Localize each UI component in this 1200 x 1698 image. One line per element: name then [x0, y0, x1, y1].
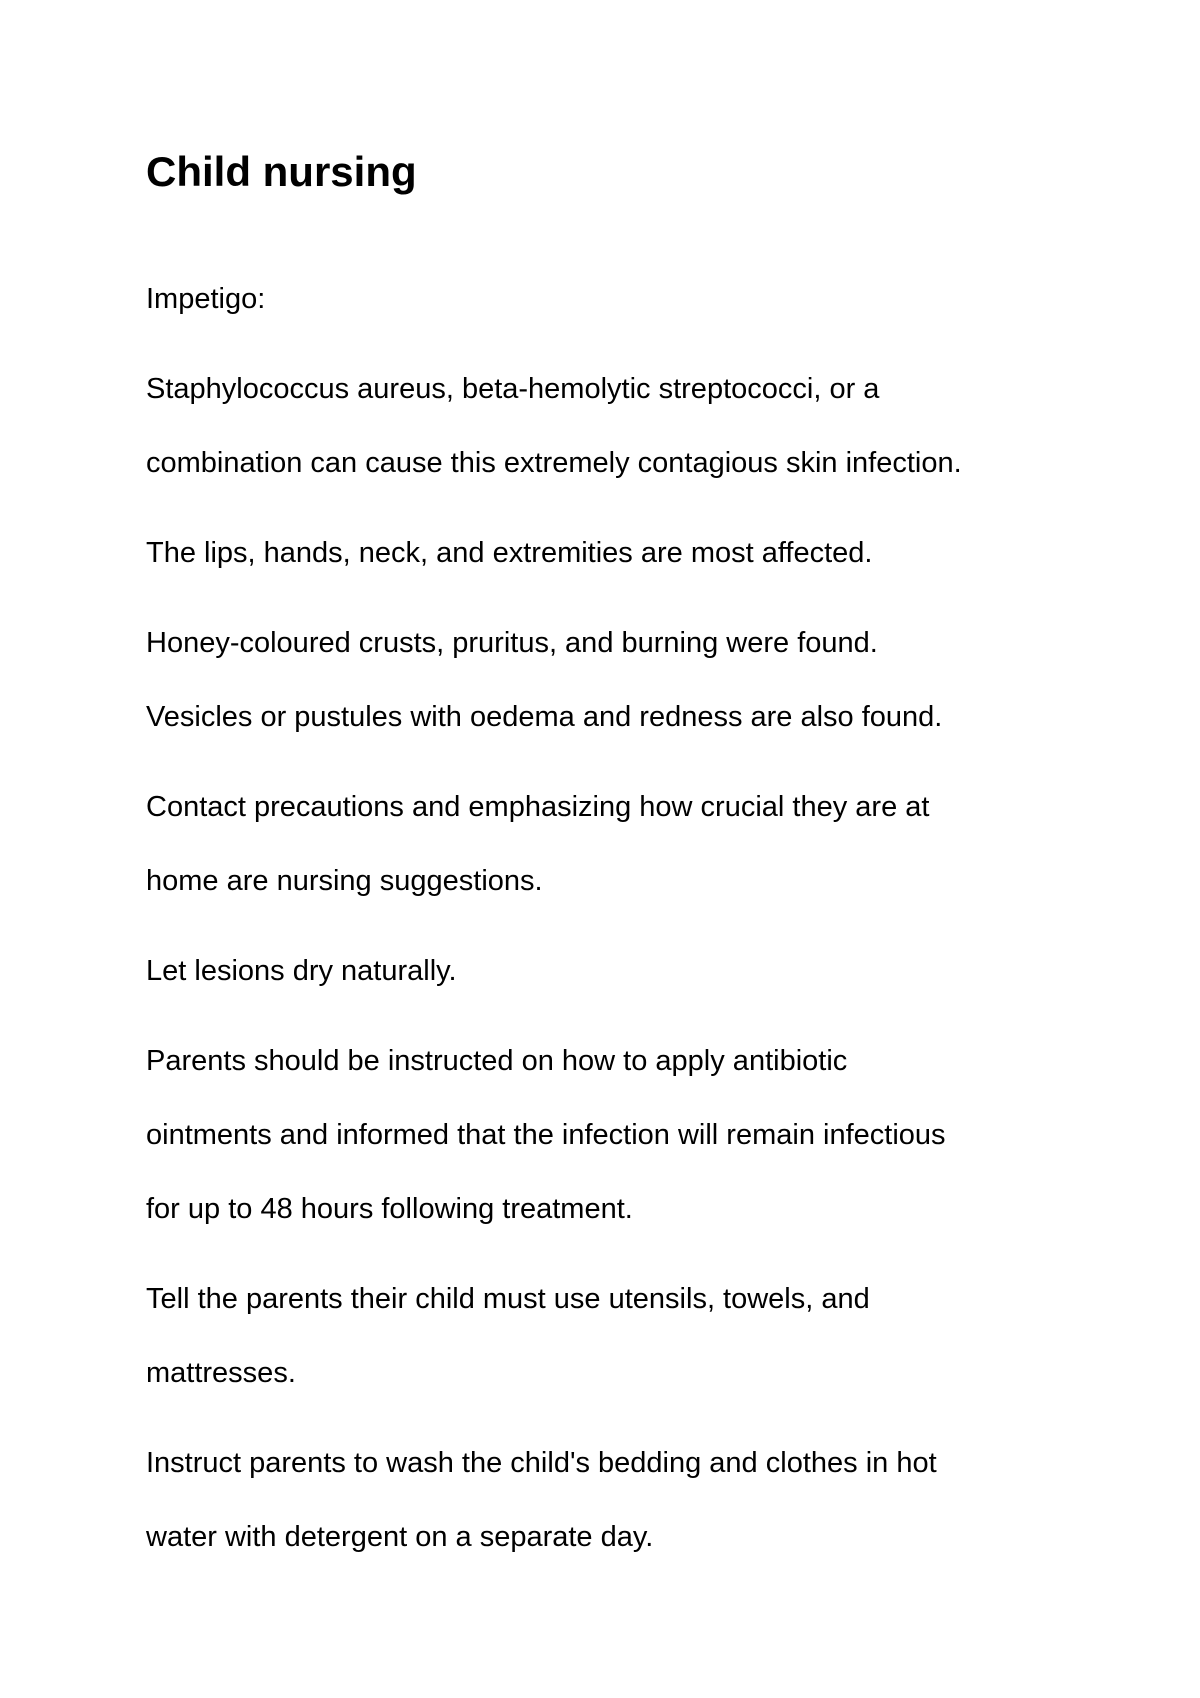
text-line: Let lesions dry naturally.: [146, 955, 457, 987]
document-title: Child nursing: [146, 148, 417, 195]
text-line: Instruct parents to wash the child's bedding and clothes in hot: [146, 1447, 937, 1479]
text-line: The lips, hands, neck, and extremities are most affected.: [146, 537, 873, 569]
text-line: mattresses.: [146, 1357, 296, 1389]
text-line: for up to 48 hours following treatment.: [146, 1193, 633, 1225]
text-line: Contact precautions and emphasizing how crucial they are at: [146, 791, 930, 823]
text-line: combination can cause this extremely contagious skin infection.: [146, 447, 962, 479]
text-line: ointments and informed that the infection will remain infectious: [146, 1119, 946, 1151]
text-line: home are nursing suggestions.: [146, 865, 543, 897]
text-line: Vesicles or pustules with oedema and redness are also found.: [146, 701, 943, 733]
text-line: Honey-coloured crusts, pruritus, and burning were found.: [146, 627, 878, 659]
text-line: water with detergent on a separate day.: [146, 1521, 654, 1553]
text-line: Impetigo:: [146, 283, 266, 315]
text-line: Parents should be instructed on how to apply antibiotic: [146, 1045, 848, 1077]
text-line: Tell the parents their child must use utensils, towels, and: [146, 1283, 870, 1315]
text-line: Staphylococcus aureus, beta-hemolytic streptococci, or a: [146, 373, 880, 405]
